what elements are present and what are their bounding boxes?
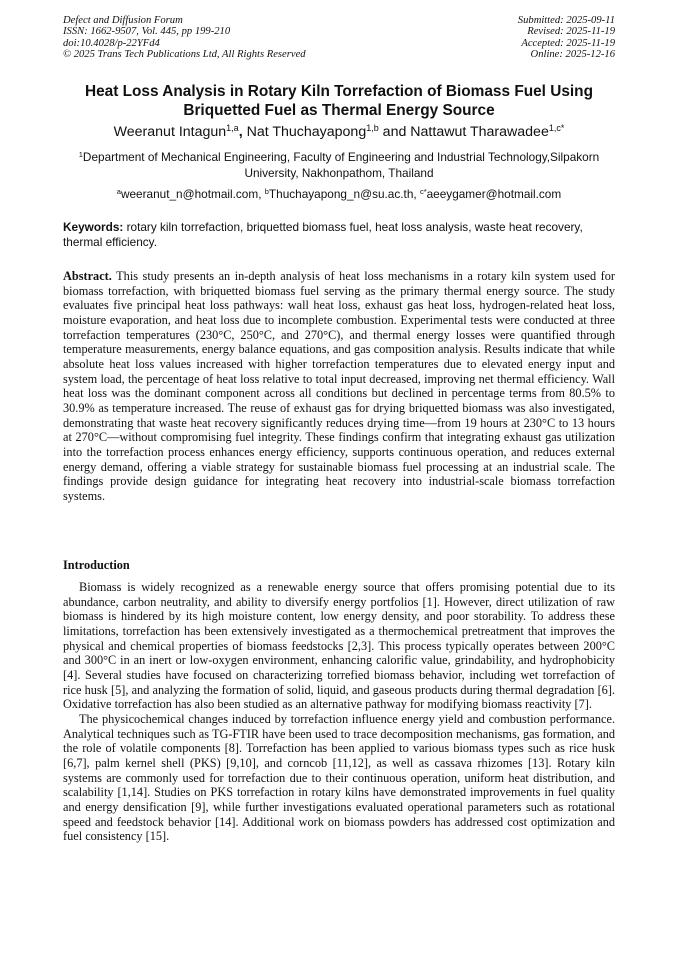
abstract [63, 269, 615, 504]
journal-doi: doi:10.4028/p-22YFd4 [63, 37, 160, 49]
keywords-text: rotary kiln torrefaction, briquetted biomass fuel, heat loss analysis, waste heat recovery, thermal efficiency. [63, 220, 583, 249]
author-separator: , [238, 124, 247, 140]
author-marker: 1,a [226, 123, 239, 133]
affiliation-marker: 1 [78, 150, 83, 159]
email-address[interactable]: aeeygamer@hotmail.com [426, 187, 562, 201]
date-revised: Revised: 2025-11-19 [527, 26, 615, 38]
introduction-body [63, 580, 615, 844]
author-marker: 1,b [366, 123, 379, 133]
journal-copyright: © 2025 Trans Tech Publications Ltd, All Rights Reserved [63, 49, 306, 61]
author-separator: and [378, 124, 411, 140]
submission-dates [518, 15, 615, 61]
affiliation-text: Department of Mechanical Engineering, Faculty of Engineering and Industrial Technology,Silpakorn University, Nakhonpathom, Thailand [82, 150, 600, 180]
email-list [63, 187, 615, 202]
email-marker: a [116, 187, 121, 196]
affiliation [63, 150, 615, 181]
author-name: Weeranut Intagun [113, 124, 227, 140]
journal-name: Defect and Diffusion Forum [63, 15, 183, 26]
abstract-label: Abstract. [63, 269, 112, 283]
author-list [63, 123, 615, 141]
date-online: Online: 2025-12-16 [530, 49, 615, 61]
author-name: Nattawut Tharawadee [410, 124, 549, 140]
author-marker: 1,c* [548, 123, 565, 133]
paragraph: Biomass is widely recognized as a renewable energy source that offers promising potential due to its abundance, carbon neutrality, and ability to diversify energy portfolios [1]. However, direct utilization of raw biomass is hindered by its high moisture content, low energy density, and poor storability. To address these limitations, torrefaction has been extensively investigated as a thermochemical pretreatment that improves the physical and chemical properties of biomass feedstocks [2,3]. This process typically operates between 200°C and 300°C in an inert or low-oxygen environment, enhancing calorific value, grindability, and hydrophobicity [4]. Several studies have focused on characterizing torrefied biomass behavior, including wet torrefaction of rice husk [5], and analyzing the formation of solid, liquid, and gaseous products during thermal degradation [6]. Oxidative torrefaction has also been studied as an alternative pathway for modifying biomass reactivity [7]. [63, 580, 615, 712]
email-marker: c* [419, 187, 427, 196]
email-marker: b [264, 187, 269, 196]
section-heading-introduction: Introduction [63, 558, 130, 572]
paper-title: Heat Loss Analysis in Rotary Kiln Torrefaction of Biomass Fuel Using Briquetted Fuel as Thermal Energy Source [85, 83, 593, 119]
abstract-text: This study presents an in-depth analysis of heat loss mechanisms in a rotary kiln system used for biomass torrefaction, with briquetted biomass fuel serving as the primary thermal energy source. The study evaluates five principal heat loss pathways: wall heat loss, exhaust gas heat loss, hydrogen-related heat loss, moisture evaporation, and heat loss due to incomplete combustion. Experimental tests were conducted at three torrefaction temperatures (230°C, 250°C, and 270°C), and thermal energy losses were quantified through temperature measurements, energy balance equations, and gas composition analysis. Results indicate that while absolute heat loss values increased with higher torrefaction temperatures due to elevated energy input and system load, the percentage of heat loss relative to total input decreased, improving net thermal efficiency. Wall heat loss was the dominant component across all conditions but declined in percentage terms from 80.5% to 30.9% as temperature increased. The reuse of exhaust gas for drying briquetted biomass was also investigated, demonstrating that waste heat recovery significantly reduces drying time—from 19 hours at 230°C to 13 hours at 270°C—without compromising fuel integrity. These findings confirm that integrating exhaust gas utilization into the torrefaction process enhances energy efficiency, supports continuous operation, and reduces external energy demand, offering a viable strategy for sustainable biomass fuel processing at an industrial scale. The findings provide design guidance for integrating heat recovery into industrial-scale biomass torrefaction systems. [63, 269, 615, 503]
journal-issn: ISSN: 1662-9507, Vol. 445, pp 199-210 [63, 26, 231, 38]
keywords [63, 220, 615, 249]
email-address[interactable]: weeranut_n@hotmail.com, [120, 187, 265, 201]
journal-info [63, 15, 306, 61]
date-submitted: Submitted: 2025-09-11 [517, 15, 615, 26]
paragraph: The physicochemical changes induced by torrefaction influence energy yield and combustion performance. Analytical techniques such as TG-FTIR have been used to trace decomposition mechanisms, gas formation, and the role of volatile components [8]. Torrefaction has been applied to various biomass types such as rice husk [6,7], palm kernel shell (PKS) [9,10], and corncob [11,12], as well as cassava rhizomes [13]. Rotary kiln systems are commonly used for torrefaction due to their continuous operation, uniform heat distribution, and scalability [1,14]. Studies on PKS torrefaction in rotary kilns have demonstrated improvements in fuel quality and energy densification [9], while further investigations evaluated operational parameters such as rotational speed and feedstock behavior [14]. Additional work on biomass powders has addressed cost optimization and fuel consistency [15]. [63, 711, 615, 844]
author-name: Nat Thuchayapong [246, 124, 367, 140]
email-address[interactable]: Thuchayapong_n@su.ac.th, [268, 187, 420, 201]
date-accepted: Accepted: 2025-11-19 [521, 37, 615, 49]
keywords-label: Keywords: [63, 220, 124, 234]
